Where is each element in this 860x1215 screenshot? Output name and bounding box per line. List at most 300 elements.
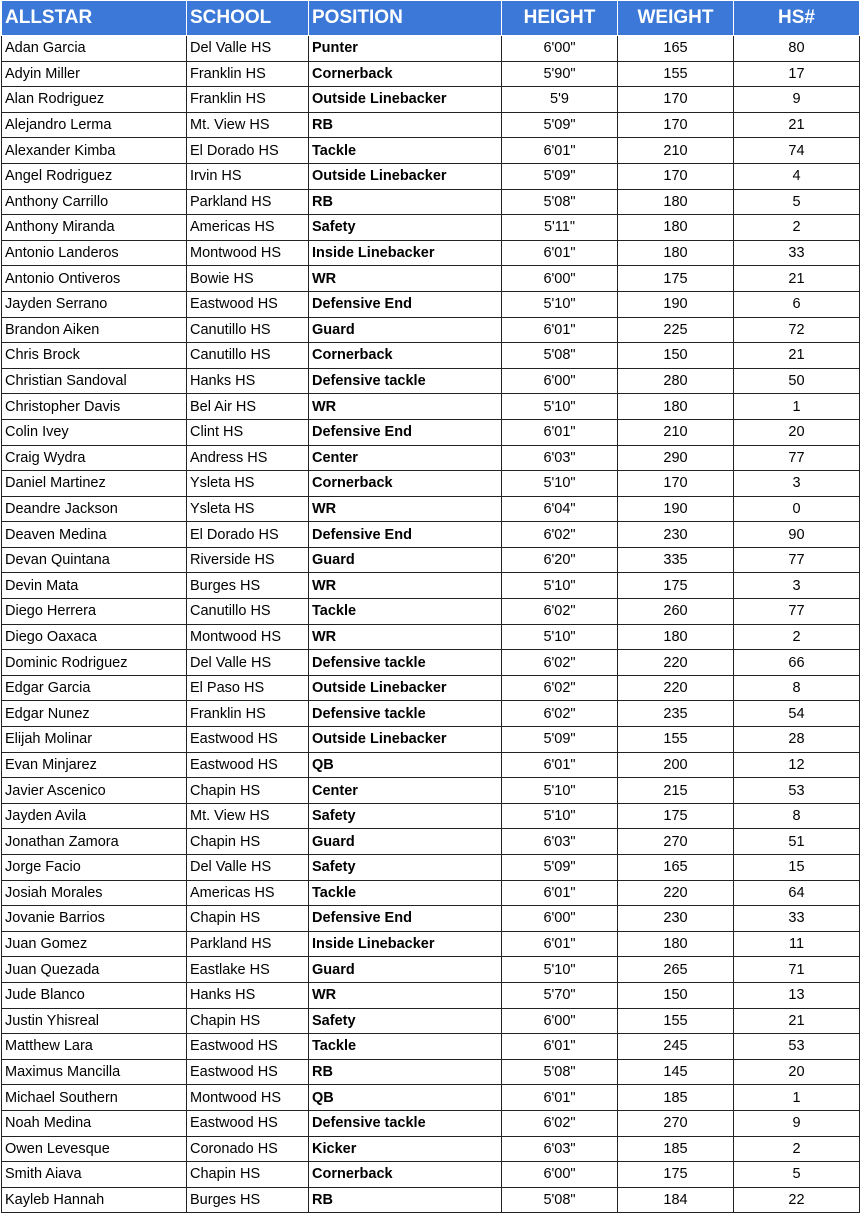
position-cell: QB xyxy=(309,752,502,778)
table-row xyxy=(2,112,860,138)
school-cell: Parkland HS xyxy=(187,189,309,215)
position-cell: Defensive tackle xyxy=(309,650,502,676)
player-name-cell: Elijah Molinar xyxy=(2,727,187,753)
position-cell: Center xyxy=(309,778,502,804)
table-row xyxy=(2,394,860,420)
player-name-cell: Antonio Ontiveros xyxy=(2,266,187,292)
weight-cell: 280 xyxy=(618,368,734,394)
hs-number-cell: 2 xyxy=(734,624,860,650)
position-cell: Safety xyxy=(309,855,502,881)
table-row xyxy=(2,1008,860,1034)
allstar-roster-table xyxy=(1,0,860,1213)
hs-number-cell: 77 xyxy=(734,445,860,471)
weight-cell: 230 xyxy=(618,522,734,548)
height-cell: 5'09" xyxy=(502,112,618,138)
height-cell: 6'02" xyxy=(502,650,618,676)
weight-cell: 175 xyxy=(618,803,734,829)
weight-cell: 170 xyxy=(618,163,734,189)
height-cell: 6'03" xyxy=(502,445,618,471)
hs-number-cell: 1 xyxy=(734,1085,860,1111)
player-name-cell: Craig Wydra xyxy=(2,445,187,471)
weight-cell: 150 xyxy=(618,343,734,369)
school-cell: Mt. View HS xyxy=(187,803,309,829)
position-cell: Defensive tackle xyxy=(309,701,502,727)
school-cell: Chapin HS xyxy=(187,829,309,855)
position-cell: RB xyxy=(309,1187,502,1213)
height-cell: 6'02" xyxy=(502,701,618,727)
table-row xyxy=(2,957,860,983)
position-cell: WR xyxy=(309,982,502,1008)
player-name-cell: Edgar Garcia xyxy=(2,675,187,701)
school-cell: Bel Air HS xyxy=(187,394,309,420)
height-cell: 5'90" xyxy=(502,61,618,87)
player-name-cell: Colin Ivey xyxy=(2,419,187,445)
weight-cell: 184 xyxy=(618,1187,734,1213)
table-row xyxy=(2,445,860,471)
table-row xyxy=(2,61,860,87)
player-name-cell: Jayden Serrano xyxy=(2,291,187,317)
height-cell: 5'08" xyxy=(502,189,618,215)
height-cell: 5'10" xyxy=(502,573,618,599)
position-cell: Tackle xyxy=(309,880,502,906)
hs-number-cell: 22 xyxy=(734,1187,860,1213)
height-cell: 5'10" xyxy=(502,957,618,983)
table-row xyxy=(2,931,860,957)
hs-number-cell: 13 xyxy=(734,982,860,1008)
position-cell: Cornerback xyxy=(309,1162,502,1188)
height-cell: 6'01" xyxy=(502,138,618,164)
table-row xyxy=(2,240,860,266)
height-cell: 6'03" xyxy=(502,1136,618,1162)
position-cell: Tackle xyxy=(309,599,502,625)
hs-number-cell: 21 xyxy=(734,1008,860,1034)
hs-number-cell: 3 xyxy=(734,573,860,599)
hs-number-cell: 4 xyxy=(734,163,860,189)
player-name-cell: Jayden Avila xyxy=(2,803,187,829)
height-cell: 6'04" xyxy=(502,496,618,522)
position-cell: Defensive tackle xyxy=(309,368,502,394)
school-cell: Hanks HS xyxy=(187,368,309,394)
player-name-cell: Matthew Lara xyxy=(2,1034,187,1060)
height-cell: 6'01" xyxy=(502,931,618,957)
weight-cell: 145 xyxy=(618,1059,734,1085)
player-name-cell: Alejandro Lerma xyxy=(2,112,187,138)
hs-number-cell: 8 xyxy=(734,675,860,701)
header-allstar: ALLSTAR xyxy=(2,1,187,36)
header-school: SCHOOL xyxy=(187,1,309,36)
height-cell: 6'01" xyxy=(502,1085,618,1111)
hs-number-cell: 53 xyxy=(734,1034,860,1060)
school-cell: El Paso HS xyxy=(187,675,309,701)
school-cell: Canutillo HS xyxy=(187,317,309,343)
school-cell: Del Valle HS xyxy=(187,855,309,881)
player-name-cell: Anthony Miranda xyxy=(2,215,187,241)
player-name-cell: Michael Southern xyxy=(2,1085,187,1111)
height-cell: 5'10" xyxy=(502,394,618,420)
header-position: POSITION xyxy=(309,1,502,36)
weight-cell: 185 xyxy=(618,1085,734,1111)
weight-cell: 220 xyxy=(618,650,734,676)
player-name-cell: Smith Aiava xyxy=(2,1162,187,1188)
hs-number-cell: 21 xyxy=(734,112,860,138)
weight-cell: 175 xyxy=(618,573,734,599)
weight-cell: 180 xyxy=(618,215,734,241)
table-row xyxy=(2,1034,860,1060)
hs-number-cell: 71 xyxy=(734,957,860,983)
position-cell: Defensive End xyxy=(309,419,502,445)
school-cell: Ysleta HS xyxy=(187,471,309,497)
position-cell: Guard xyxy=(309,547,502,573)
position-cell: RB xyxy=(309,1059,502,1085)
player-name-cell: Christian Sandoval xyxy=(2,368,187,394)
height-cell: 5'10" xyxy=(502,291,618,317)
school-cell: Eastwood HS xyxy=(187,1059,309,1085)
hs-number-cell: 54 xyxy=(734,701,860,727)
player-name-cell: Adan Garcia xyxy=(2,36,187,62)
weight-cell: 260 xyxy=(618,599,734,625)
player-name-cell: Alexander Kimba xyxy=(2,138,187,164)
position-cell: Cornerback xyxy=(309,343,502,369)
school-cell: Parkland HS xyxy=(187,931,309,957)
weight-cell: 200 xyxy=(618,752,734,778)
hs-number-cell: 3 xyxy=(734,471,860,497)
hs-number-cell: 74 xyxy=(734,138,860,164)
table-row xyxy=(2,1136,860,1162)
school-cell: Irvin HS xyxy=(187,163,309,189)
table-row xyxy=(2,675,860,701)
school-cell: Montwood HS xyxy=(187,624,309,650)
header-row xyxy=(2,1,860,36)
position-cell: QB xyxy=(309,1085,502,1111)
table-row xyxy=(2,650,860,676)
position-cell: WR xyxy=(309,266,502,292)
hs-number-cell: 2 xyxy=(734,1136,860,1162)
table-header xyxy=(2,1,860,36)
player-name-cell: Deandre Jackson xyxy=(2,496,187,522)
school-cell: Chapin HS xyxy=(187,1162,309,1188)
height-cell: 6'00" xyxy=(502,1162,618,1188)
table-row xyxy=(2,599,860,625)
hs-number-cell: 15 xyxy=(734,855,860,881)
hs-number-cell: 11 xyxy=(734,931,860,957)
hs-number-cell: 20 xyxy=(734,419,860,445)
player-name-cell: Jonathan Zamora xyxy=(2,829,187,855)
table-row xyxy=(2,419,860,445)
weight-cell: 155 xyxy=(618,727,734,753)
table-row xyxy=(2,573,860,599)
table-row xyxy=(2,496,860,522)
position-cell: Outside Linebacker xyxy=(309,727,502,753)
height-cell: 5'10" xyxy=(502,624,618,650)
hs-number-cell: 21 xyxy=(734,343,860,369)
table-row xyxy=(2,1059,860,1085)
weight-cell: 265 xyxy=(618,957,734,983)
school-cell: El Dorado HS xyxy=(187,138,309,164)
hs-number-cell: 2 xyxy=(734,215,860,241)
position-cell: Outside Linebacker xyxy=(309,675,502,701)
position-cell: Inside Linebacker xyxy=(309,931,502,957)
player-name-cell: Devin Mata xyxy=(2,573,187,599)
weight-cell: 210 xyxy=(618,419,734,445)
hs-number-cell: 12 xyxy=(734,752,860,778)
weight-cell: 170 xyxy=(618,87,734,113)
table-row xyxy=(2,829,860,855)
school-cell: Eastlake HS xyxy=(187,957,309,983)
height-cell: 6'02" xyxy=(502,1110,618,1136)
school-cell: Montwood HS xyxy=(187,1085,309,1111)
school-cell: Bowie HS xyxy=(187,266,309,292)
player-name-cell: Daniel Martinez xyxy=(2,471,187,497)
height-cell: 5'08" xyxy=(502,1187,618,1213)
school-cell: Burges HS xyxy=(187,1187,309,1213)
header-height: HEIGHT xyxy=(502,1,618,36)
school-cell: Americas HS xyxy=(187,880,309,906)
position-cell: Guard xyxy=(309,829,502,855)
height-cell: 5'70" xyxy=(502,982,618,1008)
table-row xyxy=(2,317,860,343)
table-row xyxy=(2,138,860,164)
player-name-cell: Josiah Morales xyxy=(2,880,187,906)
position-cell: Guard xyxy=(309,317,502,343)
table-row xyxy=(2,855,860,881)
school-cell: Ysleta HS xyxy=(187,496,309,522)
weight-cell: 175 xyxy=(618,266,734,292)
weight-cell: 150 xyxy=(618,982,734,1008)
table-row xyxy=(2,906,860,932)
height-cell: 5'09" xyxy=(502,163,618,189)
hs-number-cell: 17 xyxy=(734,61,860,87)
player-name-cell: Jorge Facio xyxy=(2,855,187,881)
hs-number-cell: 53 xyxy=(734,778,860,804)
position-cell: Safety xyxy=(309,1008,502,1034)
header-hs-number: HS# xyxy=(734,1,860,36)
player-name-cell: Juan Quezada xyxy=(2,957,187,983)
table-row xyxy=(2,163,860,189)
table-row xyxy=(2,701,860,727)
hs-number-cell: 9 xyxy=(734,1110,860,1136)
position-cell: Tackle xyxy=(309,138,502,164)
table-row xyxy=(2,1162,860,1188)
header-weight: WEIGHT xyxy=(618,1,734,36)
player-name-cell: Deaven Medina xyxy=(2,522,187,548)
position-cell: WR xyxy=(309,394,502,420)
table-row xyxy=(2,880,860,906)
school-cell: Del Valle HS xyxy=(187,650,309,676)
height-cell: 6'00" xyxy=(502,266,618,292)
table-row xyxy=(2,727,860,753)
weight-cell: 155 xyxy=(618,61,734,87)
position-cell: Center xyxy=(309,445,502,471)
school-cell: Americas HS xyxy=(187,215,309,241)
position-cell: Defensive End xyxy=(309,906,502,932)
player-name-cell: Juan Gomez xyxy=(2,931,187,957)
table-row xyxy=(2,752,860,778)
table-row xyxy=(2,87,860,113)
table-row xyxy=(2,803,860,829)
school-cell: Eastwood HS xyxy=(187,752,309,778)
hs-number-cell: 0 xyxy=(734,496,860,522)
weight-cell: 155 xyxy=(618,1008,734,1034)
hs-number-cell: 64 xyxy=(734,880,860,906)
weight-cell: 190 xyxy=(618,496,734,522)
player-name-cell: Edgar Nunez xyxy=(2,701,187,727)
weight-cell: 270 xyxy=(618,1110,734,1136)
table-row xyxy=(2,624,860,650)
school-cell: Clint HS xyxy=(187,419,309,445)
table-row xyxy=(2,1110,860,1136)
school-cell: Coronado HS xyxy=(187,1136,309,1162)
weight-cell: 230 xyxy=(618,906,734,932)
player-name-cell: Javier Ascenico xyxy=(2,778,187,804)
height-cell: 6'00" xyxy=(502,906,618,932)
hs-number-cell: 6 xyxy=(734,291,860,317)
position-cell: Defensive End xyxy=(309,522,502,548)
height-cell: 5'09" xyxy=(502,727,618,753)
height-cell: 6'02" xyxy=(502,522,618,548)
school-cell: Burges HS xyxy=(187,573,309,599)
height-cell: 5'10" xyxy=(502,471,618,497)
weight-cell: 220 xyxy=(618,675,734,701)
table-row xyxy=(2,522,860,548)
school-cell: Franklin HS xyxy=(187,61,309,87)
school-cell: Mt. View HS xyxy=(187,112,309,138)
height-cell: 6'20" xyxy=(502,547,618,573)
height-cell: 6'01" xyxy=(502,880,618,906)
position-cell: RB xyxy=(309,112,502,138)
hs-number-cell: 5 xyxy=(734,189,860,215)
hs-number-cell: 66 xyxy=(734,650,860,676)
position-cell: Inside Linebacker xyxy=(309,240,502,266)
table-row xyxy=(2,471,860,497)
height-cell: 6'01" xyxy=(502,1034,618,1060)
player-name-cell: Justin Yhisreal xyxy=(2,1008,187,1034)
table-row xyxy=(2,36,860,62)
school-cell: Eastwood HS xyxy=(187,291,309,317)
position-cell: Cornerback xyxy=(309,471,502,497)
hs-number-cell: 50 xyxy=(734,368,860,394)
height-cell: 6'01" xyxy=(502,752,618,778)
player-name-cell: Adyin Miller xyxy=(2,61,187,87)
table-row xyxy=(2,266,860,292)
hs-number-cell: 8 xyxy=(734,803,860,829)
weight-cell: 180 xyxy=(618,624,734,650)
hs-number-cell: 77 xyxy=(734,599,860,625)
player-name-cell: Noah Medina xyxy=(2,1110,187,1136)
height-cell: 6'01" xyxy=(502,240,618,266)
school-cell: Canutillo HS xyxy=(187,343,309,369)
player-name-cell: Diego Oaxaca xyxy=(2,624,187,650)
table-row xyxy=(2,1085,860,1111)
weight-cell: 190 xyxy=(618,291,734,317)
hs-number-cell: 51 xyxy=(734,829,860,855)
position-cell: Tackle xyxy=(309,1034,502,1060)
weight-cell: 175 xyxy=(618,1162,734,1188)
table-body xyxy=(2,36,860,1213)
weight-cell: 180 xyxy=(618,189,734,215)
weight-cell: 170 xyxy=(618,112,734,138)
player-name-cell: Anthony Carrillo xyxy=(2,189,187,215)
weight-cell: 180 xyxy=(618,240,734,266)
player-name-cell: Jude Blanco xyxy=(2,982,187,1008)
hs-number-cell: 21 xyxy=(734,266,860,292)
position-cell: WR xyxy=(309,573,502,599)
weight-cell: 220 xyxy=(618,880,734,906)
hs-number-cell: 77 xyxy=(734,547,860,573)
school-cell: Riverside HS xyxy=(187,547,309,573)
position-cell: Cornerback xyxy=(309,61,502,87)
table-row xyxy=(2,189,860,215)
position-cell: Outside Linebacker xyxy=(309,163,502,189)
position-cell: Defensive tackle xyxy=(309,1110,502,1136)
table-row xyxy=(2,291,860,317)
player-name-cell: Jovanie Barrios xyxy=(2,906,187,932)
height-cell: 6'00" xyxy=(502,1008,618,1034)
school-cell: Eastwood HS xyxy=(187,1110,309,1136)
school-cell: Chapin HS xyxy=(187,1008,309,1034)
height-cell: 5'08" xyxy=(502,343,618,369)
height-cell: 6'01" xyxy=(502,317,618,343)
height-cell: 5'08" xyxy=(502,1059,618,1085)
weight-cell: 245 xyxy=(618,1034,734,1060)
weight-cell: 165 xyxy=(618,855,734,881)
player-name-cell: Christopher Davis xyxy=(2,394,187,420)
position-cell: Guard xyxy=(309,957,502,983)
hs-number-cell: 33 xyxy=(734,240,860,266)
hs-number-cell: 90 xyxy=(734,522,860,548)
school-cell: Eastwood HS xyxy=(187,1034,309,1060)
height-cell: 6'00" xyxy=(502,368,618,394)
hs-number-cell: 5 xyxy=(734,1162,860,1188)
height-cell: 5'10" xyxy=(502,778,618,804)
weight-cell: 180 xyxy=(618,394,734,420)
table-row xyxy=(2,982,860,1008)
player-name-cell: Devan Quintana xyxy=(2,547,187,573)
school-cell: Eastwood HS xyxy=(187,727,309,753)
position-cell: WR xyxy=(309,496,502,522)
school-cell: Franklin HS xyxy=(187,87,309,113)
school-cell: Montwood HS xyxy=(187,240,309,266)
player-name-cell: Antonio Landeros xyxy=(2,240,187,266)
height-cell: 6'02" xyxy=(502,599,618,625)
weight-cell: 225 xyxy=(618,317,734,343)
position-cell: Safety xyxy=(309,215,502,241)
position-cell: Outside Linebacker xyxy=(309,87,502,113)
school-cell: Andress HS xyxy=(187,445,309,471)
hs-number-cell: 20 xyxy=(734,1059,860,1085)
position-cell: WR xyxy=(309,624,502,650)
height-cell: 5'09" xyxy=(502,855,618,881)
table-row xyxy=(2,343,860,369)
hs-number-cell: 72 xyxy=(734,317,860,343)
player-name-cell: Alan Rodriguez xyxy=(2,87,187,113)
player-name-cell: Brandon Aiken xyxy=(2,317,187,343)
position-cell: Punter xyxy=(309,36,502,62)
player-name-cell: Owen Levesque xyxy=(2,1136,187,1162)
position-cell: Safety xyxy=(309,803,502,829)
height-cell: 6'03" xyxy=(502,829,618,855)
weight-cell: 215 xyxy=(618,778,734,804)
weight-cell: 170 xyxy=(618,471,734,497)
height-cell: 5'9 xyxy=(502,87,618,113)
player-name-cell: Evan Minjarez xyxy=(2,752,187,778)
weight-cell: 235 xyxy=(618,701,734,727)
table-row xyxy=(2,368,860,394)
player-name-cell: Chris Brock xyxy=(2,343,187,369)
table-row xyxy=(2,215,860,241)
table-row xyxy=(2,1187,860,1213)
school-cell: Del Valle HS xyxy=(187,36,309,62)
height-cell: 5'11" xyxy=(502,215,618,241)
